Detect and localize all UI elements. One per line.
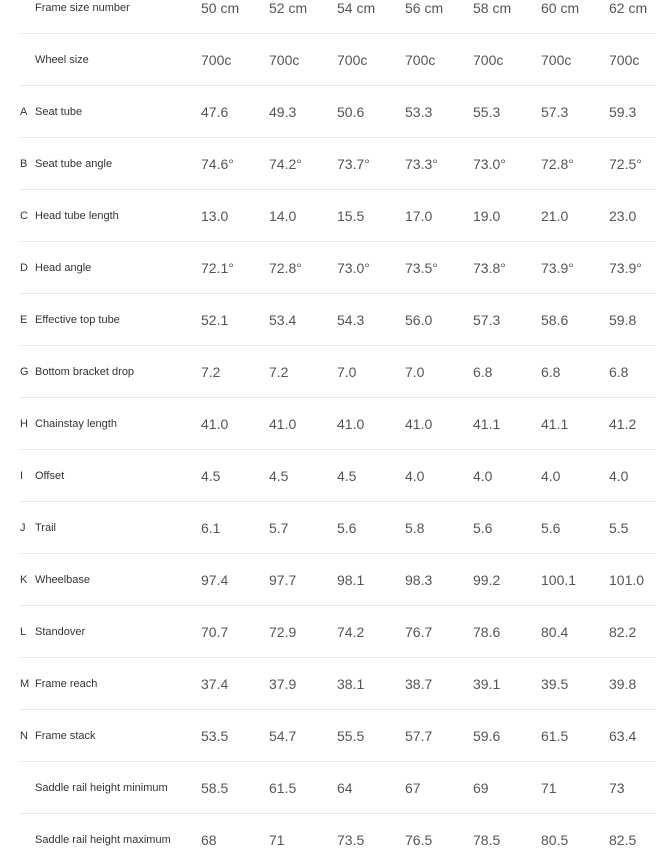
- table-cell: 4.5: [201, 468, 221, 484]
- row-label: Chainstay length: [35, 418, 117, 430]
- table-cell: 59.3: [609, 104, 637, 120]
- row-label: Trail: [35, 522, 56, 534]
- row-label: Head angle: [35, 262, 92, 274]
- table-cell: 97.4: [201, 572, 229, 588]
- table-cell: 6.8: [473, 364, 493, 380]
- table-cell: 57.3: [473, 312, 501, 328]
- table-row: [0, 242, 656, 294]
- table-cell: 5.8: [405, 520, 425, 536]
- table-row: [0, 710, 656, 762]
- table-cell: 58.5: [201, 780, 229, 796]
- table-cell: 54.7: [269, 728, 297, 744]
- table-cell: 54 cm: [337, 0, 376, 16]
- table-cell: 61.5: [269, 780, 297, 796]
- table-cell: 4.0: [541, 468, 561, 484]
- table-cell: 80.5: [541, 832, 569, 848]
- row-label: Standover: [35, 626, 86, 638]
- table-cell: 39.8: [609, 676, 637, 692]
- table-cell: 74.2°: [269, 156, 302, 172]
- row-letter: J: [20, 522, 26, 534]
- row-label: Saddle rail height maximum: [35, 834, 171, 846]
- table-cell: 72.8°: [269, 260, 302, 276]
- row-label: Wheel size: [35, 54, 89, 66]
- table-cell: 73.5°: [405, 260, 438, 276]
- table-cell: 19.0: [473, 208, 501, 224]
- table-cell: 73.5: [337, 832, 365, 848]
- row-letter: I: [20, 470, 24, 482]
- row-letter: M: [20, 678, 30, 690]
- table-row: [0, 398, 656, 450]
- table-cell: 53.3: [405, 104, 433, 120]
- table-row: [0, 294, 656, 346]
- table-cell: 53.4: [269, 312, 297, 328]
- table-row: [0, 86, 656, 138]
- table-cell: 76.5: [405, 832, 433, 848]
- table-cell: 98.3: [405, 572, 433, 588]
- table-cell: 55.5: [337, 728, 365, 744]
- table-cell: 98.1: [337, 572, 365, 588]
- table-cell: 6.8: [609, 364, 629, 380]
- table-cell: 39.1: [473, 676, 501, 692]
- table-cell: 57.7: [405, 728, 433, 744]
- row-label: Seat tube angle: [35, 158, 113, 170]
- table-cell: 5.6: [337, 520, 357, 536]
- table-cell: 49.3: [269, 104, 297, 120]
- row-label: Offset: [35, 470, 65, 482]
- row-letter: B: [20, 158, 28, 170]
- table-cell: 38.7: [405, 676, 433, 692]
- table-cell: 23.0: [609, 208, 637, 224]
- row-letter: K: [20, 574, 28, 586]
- table-cell: 56.0: [405, 312, 433, 328]
- table-cell: 72.8°: [541, 156, 574, 172]
- table-row: [0, 762, 656, 814]
- row-letter: D: [20, 262, 28, 274]
- table-cell: 52 cm: [269, 0, 308, 16]
- table-cell: 60 cm: [541, 0, 580, 16]
- table-cell: 61.5: [541, 728, 569, 744]
- row-letter: C: [20, 210, 28, 222]
- table-cell: 47.6: [201, 104, 229, 120]
- table-cell: 56 cm: [405, 0, 444, 16]
- table-cell: 73.7°: [337, 156, 370, 172]
- table-cell: 58.6: [541, 312, 569, 328]
- row-label: Head tube length: [35, 210, 119, 222]
- table-cell: 59.8: [609, 312, 637, 328]
- table-cell: 50.6: [337, 104, 365, 120]
- table-cell: 38.1: [337, 676, 365, 692]
- table-cell: 74.2: [337, 624, 365, 640]
- table-cell: 74.6°: [201, 156, 234, 172]
- table-cell: 50 cm: [201, 0, 240, 16]
- table-cell: 14.0: [269, 208, 297, 224]
- table-cell: 57.3: [541, 104, 569, 120]
- table-cell: 6.8: [541, 364, 561, 380]
- table-cell: 71: [541, 780, 557, 796]
- table-cell: 5.6: [473, 520, 493, 536]
- table-cell: 7.0: [337, 364, 357, 380]
- row-letter: N: [20, 730, 28, 742]
- table-cell: 15.5: [337, 208, 365, 224]
- table-cell: 6.1: [201, 520, 221, 536]
- row-letter: E: [20, 314, 28, 326]
- table-cell: 72.9: [269, 624, 297, 640]
- table-cell: 5.7: [269, 520, 289, 536]
- table-cell: 4.0: [473, 468, 493, 484]
- row-label: Seat tube: [35, 106, 83, 118]
- row-letter: L: [20, 626, 27, 638]
- table-cell: 5.5: [609, 520, 629, 536]
- table-cell: 13.0: [201, 208, 229, 224]
- table-cell: 700c: [473, 52, 504, 68]
- table-row: [0, 0, 656, 34]
- table-cell: 39.5: [541, 676, 569, 692]
- table-row: [0, 554, 656, 606]
- table-cell: 99.2: [473, 572, 501, 588]
- table-cell: 4.0: [405, 468, 425, 484]
- table-cell: 72.1°: [201, 260, 234, 276]
- table-cell: 700c: [337, 52, 368, 68]
- table-cell: 4.0: [609, 468, 629, 484]
- row-label: Wheelbase: [35, 574, 91, 586]
- table-cell: 4.5: [337, 468, 357, 484]
- table-row: [0, 34, 656, 86]
- table-cell: 37.9: [269, 676, 297, 692]
- table-cell: 62 cm: [609, 0, 648, 16]
- table-cell: 21.0: [541, 208, 569, 224]
- table-row: [0, 606, 656, 658]
- table-cell: 41.0: [405, 416, 433, 432]
- table-cell: 37.4: [201, 676, 229, 692]
- table-cell: 73.8°: [473, 260, 506, 276]
- table-cell: 52.1: [201, 312, 229, 328]
- table-cell: 73.0°: [473, 156, 506, 172]
- table-cell: 73.9°: [609, 260, 642, 276]
- table-cell: 7.2: [201, 364, 221, 380]
- row-label: Effective top tube: [35, 314, 120, 326]
- table-cell: 41.2: [609, 416, 637, 432]
- table-cell: 78.5: [473, 832, 501, 848]
- table-cell: 54.3: [337, 312, 365, 328]
- table-cell: 4.5: [269, 468, 289, 484]
- table-cell: 64: [337, 780, 353, 796]
- table-cell: 68: [201, 832, 217, 848]
- table-row: [0, 190, 656, 242]
- table-cell: 69: [473, 780, 489, 796]
- table-cell: 97.7: [269, 572, 297, 588]
- table-cell: 59.6: [473, 728, 501, 744]
- table-cell: 41.0: [337, 416, 365, 432]
- table-cell: 73.3°: [405, 156, 438, 172]
- table-cell: 53.5: [201, 728, 229, 744]
- table-cell: 7.0: [405, 364, 425, 380]
- table-cell: 700c: [201, 52, 232, 68]
- table-cell: 41.1: [541, 416, 569, 432]
- table-cell: 101.0: [609, 572, 645, 588]
- table-cell: 78.6: [473, 624, 501, 640]
- table-cell: 76.7: [405, 624, 433, 640]
- table-cell: 100.1: [541, 572, 577, 588]
- table-cell: 5.6: [541, 520, 561, 536]
- table-row: [0, 814, 656, 866]
- table-cell: 70.7: [201, 624, 229, 640]
- row-label: Saddle rail height minimum: [35, 782, 168, 794]
- table-cell: 82.2: [609, 624, 637, 640]
- row-letter: G: [20, 366, 29, 378]
- row-label: Bottom bracket drop: [35, 366, 135, 378]
- table-cell: 700c: [269, 52, 300, 68]
- table-cell: 82.5: [609, 832, 637, 848]
- table-row: [0, 346, 656, 398]
- table-cell: 73.9°: [541, 260, 574, 276]
- table-cell: 41.0: [201, 416, 229, 432]
- row-label: Frame stack: [35, 730, 96, 742]
- table-cell: 63.4: [609, 728, 637, 744]
- table-cell: 41.0: [269, 416, 297, 432]
- row-label: Frame reach: [35, 678, 98, 690]
- table-cell: 700c: [541, 52, 572, 68]
- row-letter: A: [20, 106, 28, 118]
- table-cell: 7.2: [269, 364, 289, 380]
- table-cell: 17.0: [405, 208, 433, 224]
- table-cell: 73.0°: [337, 260, 370, 276]
- table-cell: 41.1: [473, 416, 501, 432]
- table-cell: 67: [405, 780, 421, 796]
- table-row: [0, 450, 656, 502]
- row-label: Frame size number: [35, 2, 130, 14]
- table-cell: 72.5°: [609, 156, 642, 172]
- table-cell: 80.4: [541, 624, 569, 640]
- table-cell: 58 cm: [473, 0, 512, 16]
- table-row: [0, 658, 656, 710]
- table-cell: 700c: [405, 52, 436, 68]
- row-letter: H: [20, 418, 28, 430]
- table-row: [0, 502, 656, 554]
- table-cell: 55.3: [473, 104, 501, 120]
- table-cell: 700c: [609, 52, 640, 68]
- table-cell: 71: [269, 832, 285, 848]
- table-row: [0, 138, 656, 190]
- table-cell: 73: [609, 780, 625, 796]
